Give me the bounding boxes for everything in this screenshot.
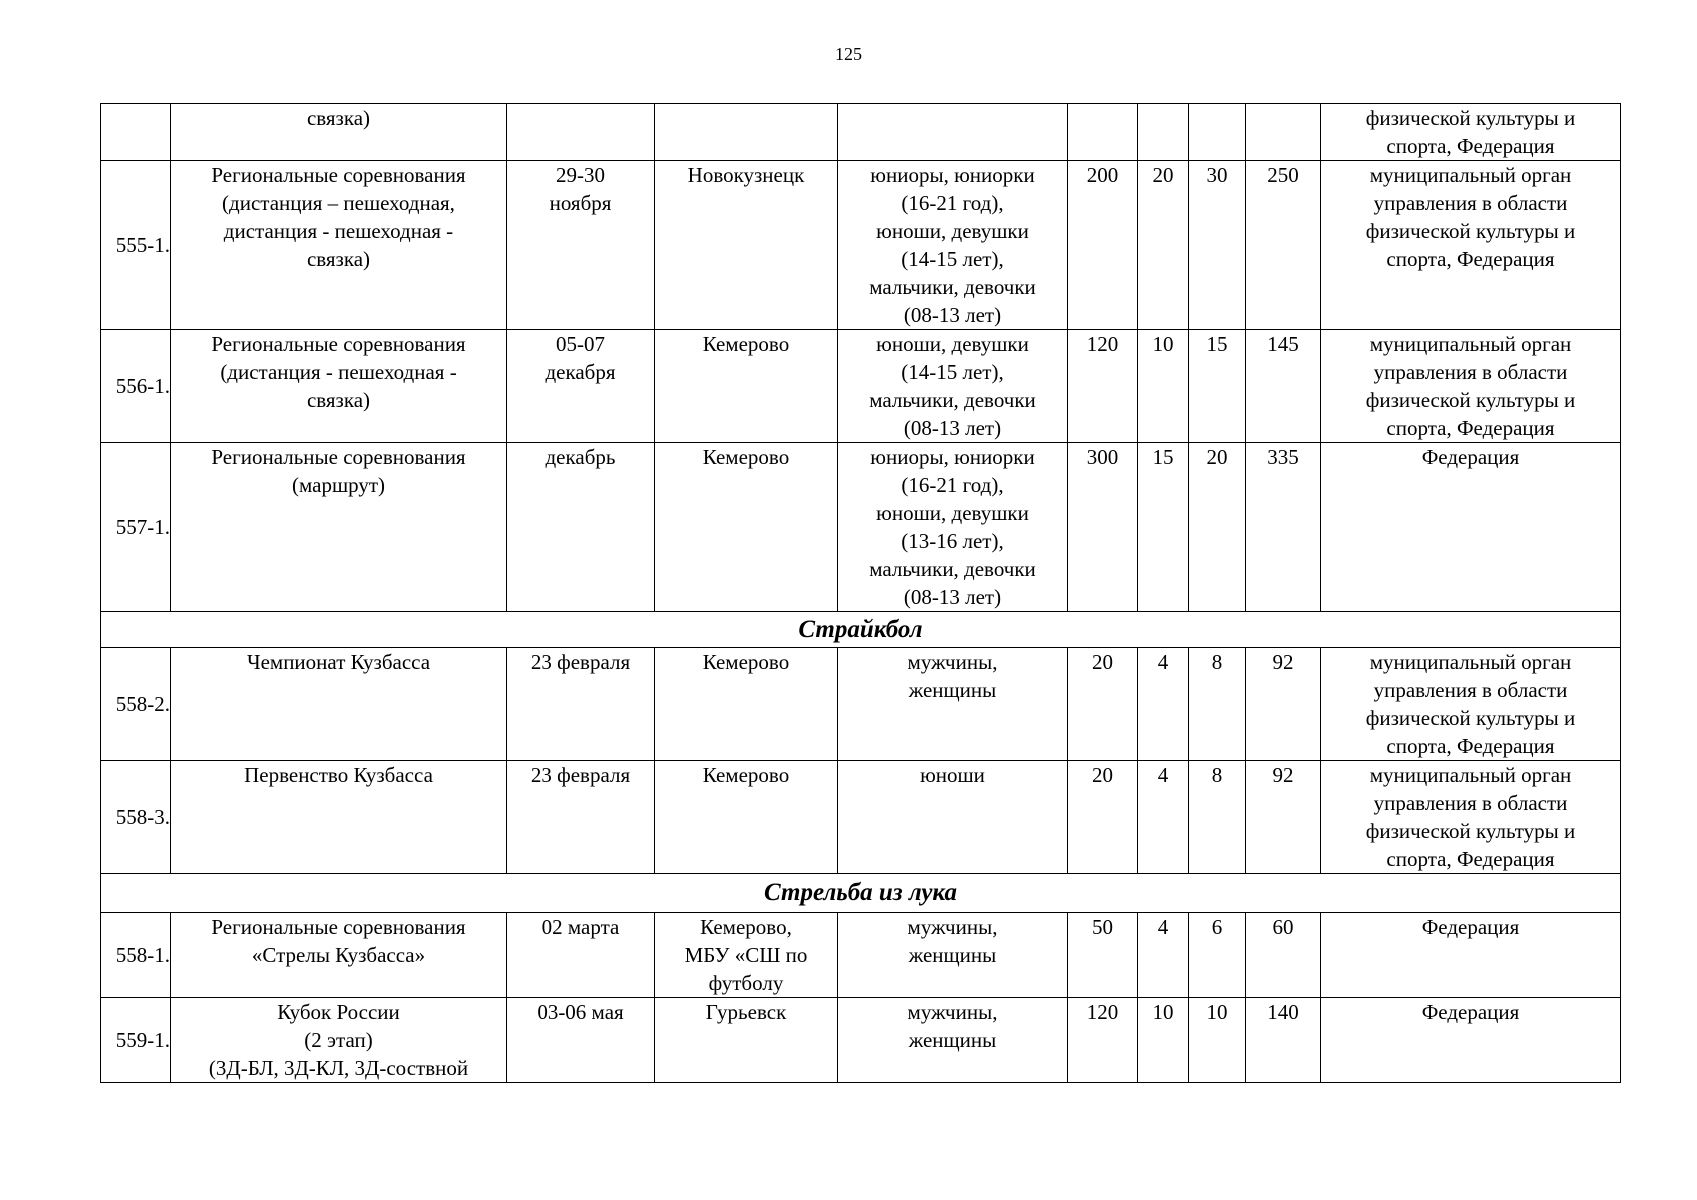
participants: юноши, девушки (14-15 лет), мальчики, девочки (08-13 лет) <box>838 330 1068 443</box>
event-name: Региональные соревнования (дистанция - пешеходная - связка) <box>171 330 507 443</box>
sportsmen-count: 120 <box>1068 330 1138 443</box>
reps-count: 8 <box>1189 761 1246 874</box>
event-date: 03-06 мая <box>507 998 655 1083</box>
section-header-row <box>101 612 1621 648</box>
participants: мужчины, женщины <box>838 648 1068 761</box>
row-number <box>101 104 171 161</box>
judges-count: 4 <box>1138 648 1189 761</box>
event-place: Кемерово, МБУ «СШ по футболу <box>655 913 838 998</box>
participants <box>838 104 1068 161</box>
event-place: Кемерово <box>655 648 838 761</box>
sportsmen-count: 120 <box>1068 998 1138 1083</box>
participants: мужчины, женщины <box>838 913 1068 998</box>
total-count: 250 <box>1246 161 1321 330</box>
participants: юниоры, юниорки (16-21 год), юноши, девушки (14-15 лет), мальчики, девочки (08-13 лет) <box>838 161 1068 330</box>
table-row <box>101 443 1621 612</box>
judges-count: 4 <box>1138 913 1189 998</box>
table-row <box>101 648 1621 761</box>
total-count: 145 <box>1246 330 1321 443</box>
reps-count <box>1189 104 1246 161</box>
event-date: 29-30 ноября <box>507 161 655 330</box>
judges-count: 4 <box>1138 761 1189 874</box>
judges-count: 15 <box>1138 443 1189 612</box>
table-row <box>101 161 1621 330</box>
section-title: Страйкбол <box>101 612 1621 648</box>
sportsmen-count: 300 <box>1068 443 1138 612</box>
row-number: 559-1. <box>101 998 171 1083</box>
event-date: 23 февраля <box>507 648 655 761</box>
row-number: 557-1. <box>101 443 171 612</box>
event-name: Чемпионат Кузбасса <box>171 648 507 761</box>
participants: мужчины, женщины <box>838 998 1068 1083</box>
event-name: Региональные соревнования (маршрут) <box>171 443 507 612</box>
event-date: 05-07 декабря <box>507 330 655 443</box>
event-place: Кемерово <box>655 330 838 443</box>
reps-count: 20 <box>1189 443 1246 612</box>
organizer: Федерация <box>1321 913 1621 998</box>
reps-count: 10 <box>1189 998 1246 1083</box>
event-place: Кемерово <box>655 443 838 612</box>
organizer: муниципальный орган управления в области физической культуры и спорта, Федерация <box>1321 161 1621 330</box>
table-row <box>101 998 1621 1083</box>
judges-count: 10 <box>1138 998 1189 1083</box>
table-row <box>101 761 1621 874</box>
event-name: Региональные соревнования (дистанция – пешеходная, дистанция - пешеходная - связка) <box>171 161 507 330</box>
section-header-row <box>101 874 1621 913</box>
total-count: 92 <box>1246 761 1321 874</box>
page-number: 125 <box>835 44 862 64</box>
participants: юниоры, юниорки (16-21 год), юноши, девушки (13-16 лет), мальчики, девочки (08-13 лет) <box>838 443 1068 612</box>
organizer: муниципальный орган управления в области физической культуры и спорта, Федерация <box>1321 330 1621 443</box>
total-count <box>1246 104 1321 161</box>
reps-count: 8 <box>1189 648 1246 761</box>
event-name: Первенство Кузбасса <box>171 761 507 874</box>
event-date: 23 февраля <box>507 761 655 874</box>
row-number: 555-1. <box>101 161 171 330</box>
event-name: связка) <box>171 104 507 161</box>
reps-count: 15 <box>1189 330 1246 443</box>
organizer: муниципальный орган управления в области физической культуры и спорта, Федерация <box>1321 648 1621 761</box>
judges-count <box>1138 104 1189 161</box>
organizer: Федерация <box>1321 443 1621 612</box>
total-count: 92 <box>1246 648 1321 761</box>
sportsmen-count: 200 <box>1068 161 1138 330</box>
event-name: Кубок России (2 этап) (3Д-БЛ, 3Д-КЛ, 3Д-соствной <box>171 998 507 1083</box>
table-row <box>101 104 1621 161</box>
row-number: 558-1. <box>101 913 171 998</box>
table-row <box>101 330 1621 443</box>
events-table <box>100 103 1621 1083</box>
event-name: Региональные соревнования «Стрелы Кузбасса» <box>171 913 507 998</box>
sportsmen-count: 50 <box>1068 913 1138 998</box>
organizer: физической культуры и спорта, Федерация <box>1321 104 1621 161</box>
row-number: 556-1. <box>101 330 171 443</box>
sportsmen-count <box>1068 104 1138 161</box>
reps-count: 6 <box>1189 913 1246 998</box>
total-count: 140 <box>1246 998 1321 1083</box>
event-place: Гурьевск <box>655 998 838 1083</box>
event-date: 02 марта <box>507 913 655 998</box>
judges-count: 10 <box>1138 330 1189 443</box>
event-date: декабрь <box>507 443 655 612</box>
organizer: Федерация <box>1321 998 1621 1083</box>
event-place <box>655 104 838 161</box>
row-number: 558-3. <box>101 761 171 874</box>
event-date <box>507 104 655 161</box>
event-place: Новокузнецк <box>655 161 838 330</box>
table-row <box>101 913 1621 998</box>
sportsmen-count: 20 <box>1068 648 1138 761</box>
judges-count: 20 <box>1138 161 1189 330</box>
organizer: муниципальный орган управления в области физической культуры и спорта, Федерация <box>1321 761 1621 874</box>
reps-count: 30 <box>1189 161 1246 330</box>
row-number: 558-2. <box>101 648 171 761</box>
sportsmen-count: 20 <box>1068 761 1138 874</box>
total-count: 335 <box>1246 443 1321 612</box>
total-count: 60 <box>1246 913 1321 998</box>
event-place: Кемерово <box>655 761 838 874</box>
participants: юноши <box>838 761 1068 874</box>
section-title: Стрельба из лука <box>101 874 1621 913</box>
